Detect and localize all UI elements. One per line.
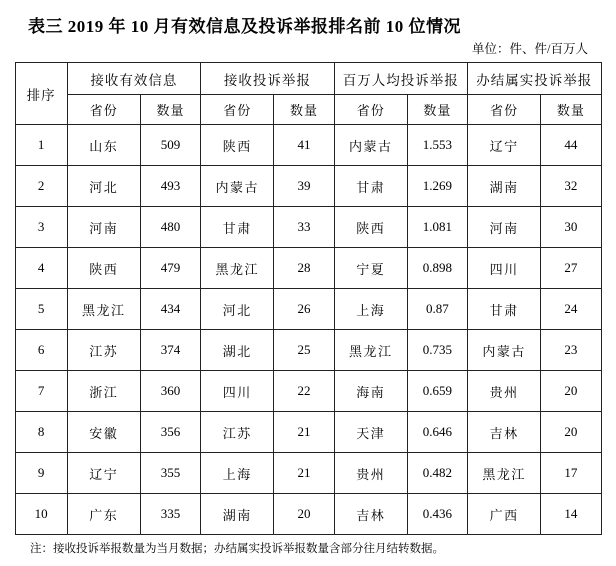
- table-row: [15, 289, 601, 330]
- cell-g3-quantity: 0.436: [407, 494, 467, 535]
- cell-g3-quantity: 0.735: [407, 330, 467, 371]
- table-row: [15, 453, 601, 494]
- cell-g4-quantity: 23: [541, 330, 601, 371]
- cell-g4-quantity: 44: [541, 125, 601, 166]
- column-header-g3-quantity: 数量: [407, 95, 467, 125]
- cell-rank: 10: [15, 494, 67, 535]
- cell-g4-province: 河南: [468, 207, 541, 248]
- cell-g3-province: 甘肃: [334, 166, 407, 207]
- cell-g2-province: 江苏: [201, 412, 274, 453]
- cell-g1-quantity: 480: [140, 207, 200, 248]
- column-header-g4-quantity: 数量: [541, 95, 601, 125]
- column-group-settled-verified-complaints: 办结属实投诉举报: [468, 63, 601, 95]
- cell-g1-province: 陕西: [67, 248, 140, 289]
- cell-g1-quantity: 509: [140, 125, 200, 166]
- cell-g2-province: 上海: [201, 453, 274, 494]
- column-header-g3-province: 省份: [334, 95, 407, 125]
- cell-g1-province: 安徽: [67, 412, 140, 453]
- table-row: [15, 207, 601, 248]
- cell-g3-province: 贵州: [334, 453, 407, 494]
- cell-g2-quantity: 33: [274, 207, 334, 248]
- cell-g3-quantity: 0.482: [407, 453, 467, 494]
- column-header-g2-quantity: 数量: [274, 95, 334, 125]
- cell-g3-quantity: 1.081: [407, 207, 467, 248]
- cell-g2-quantity: 21: [274, 453, 334, 494]
- cell-g2-province: 内蒙古: [201, 166, 274, 207]
- cell-g1-province: 辽宁: [67, 453, 140, 494]
- cell-g4-quantity: 20: [541, 371, 601, 412]
- cell-g1-province: 浙江: [67, 371, 140, 412]
- table-row: [15, 330, 601, 371]
- column-header-g1-province: 省份: [67, 95, 140, 125]
- cell-g1-province: 河北: [67, 166, 140, 207]
- table-row: [15, 371, 601, 412]
- table-row: [15, 494, 601, 535]
- cell-g4-province: 四川: [468, 248, 541, 289]
- cell-g2-province: 甘肃: [201, 207, 274, 248]
- cell-rank: 5: [15, 289, 67, 330]
- cell-g3-province: 陕西: [334, 207, 407, 248]
- cell-g4-province: 贵州: [468, 371, 541, 412]
- cell-g1-quantity: 374: [140, 330, 200, 371]
- cell-g4-quantity: 24: [541, 289, 601, 330]
- cell-g2-province: 河北: [201, 289, 274, 330]
- cell-rank: 9: [15, 453, 67, 494]
- column-header-g4-province: 省份: [468, 95, 541, 125]
- cell-g1-province: 山东: [67, 125, 140, 166]
- cell-g3-quantity: 0.87: [407, 289, 467, 330]
- ranking-table: [15, 62, 602, 535]
- cell-g3-province: 吉林: [334, 494, 407, 535]
- cell-g2-quantity: 39: [274, 166, 334, 207]
- cell-g1-quantity: 434: [140, 289, 200, 330]
- cell-g4-quantity: 14: [541, 494, 601, 535]
- cell-g1-quantity: 356: [140, 412, 200, 453]
- cell-g4-province: 湖南: [468, 166, 541, 207]
- cell-g4-quantity: 17: [541, 453, 601, 494]
- column-group-complaints-per-million: 百万人均投诉举报: [334, 63, 467, 95]
- cell-g1-quantity: 493: [140, 166, 200, 207]
- table-row: [15, 412, 601, 453]
- cell-g4-quantity: 20: [541, 412, 601, 453]
- table-row: [15, 125, 601, 166]
- cell-rank: 6: [15, 330, 67, 371]
- cell-g2-province: 黑龙江: [201, 248, 274, 289]
- cell-g2-quantity: 20: [274, 494, 334, 535]
- cell-rank: 4: [15, 248, 67, 289]
- cell-rank: 7: [15, 371, 67, 412]
- cell-g4-province: 辽宁: [468, 125, 541, 166]
- cell-g2-quantity: 26: [274, 289, 334, 330]
- cell-g3-province: 内蒙古: [334, 125, 407, 166]
- cell-g2-quantity: 21: [274, 412, 334, 453]
- table-footnote: 注：接收投诉举报数量为当月数据；办结属实投诉举报数量含部分往月结转数据。: [30, 543, 444, 555]
- cell-g3-quantity: 0.659: [407, 371, 467, 412]
- cell-g2-province: 湖北: [201, 330, 274, 371]
- column-header-g1-quantity: 数量: [140, 95, 200, 125]
- cell-g3-province: 上海: [334, 289, 407, 330]
- cell-g4-quantity: 32: [541, 166, 601, 207]
- cell-rank: 8: [15, 412, 67, 453]
- cell-g2-province: 四川: [201, 371, 274, 412]
- cell-g3-province: 天津: [334, 412, 407, 453]
- table-row: [15, 166, 601, 207]
- table-header-group-row: [15, 63, 601, 95]
- cell-g4-province: 黑龙江: [468, 453, 541, 494]
- column-header-rank: 排序: [15, 63, 67, 125]
- cell-g1-quantity: 335: [140, 494, 200, 535]
- cell-g1-province: 江苏: [67, 330, 140, 371]
- table-header-sub-row: [15, 95, 601, 125]
- cell-g1-quantity: 355: [140, 453, 200, 494]
- cell-rank: 3: [15, 207, 67, 248]
- cell-g2-province: 湖南: [201, 494, 274, 535]
- cell-g4-province: 甘肃: [468, 289, 541, 330]
- cell-g3-quantity: 0.898: [407, 248, 467, 289]
- cell-g3-province: 宁夏: [334, 248, 407, 289]
- cell-g3-province: 海南: [334, 371, 407, 412]
- table-header: [15, 63, 601, 125]
- cell-g1-quantity: 360: [140, 371, 200, 412]
- cell-g2-quantity: 41: [274, 125, 334, 166]
- cell-g4-province: 广西: [468, 494, 541, 535]
- cell-g1-quantity: 479: [140, 248, 200, 289]
- column-group-received-valid-info: 接收有效信息: [67, 63, 200, 95]
- page-title: 表三 2019 年 10 月有效信息及投诉举报排名前 10 位情况: [28, 17, 461, 36]
- cell-g4-quantity: 27: [541, 248, 601, 289]
- table-row: [15, 248, 601, 289]
- table-body: [15, 125, 601, 535]
- cell-g2-quantity: 28: [274, 248, 334, 289]
- cell-g2-quantity: 25: [274, 330, 334, 371]
- cell-g3-quantity: 0.646: [407, 412, 467, 453]
- cell-g1-province: 河南: [67, 207, 140, 248]
- cell-rank: 2: [15, 166, 67, 207]
- unit-note: 单位：件、件/百万人: [472, 42, 588, 56]
- cell-g1-province: 黑龙江: [67, 289, 140, 330]
- cell-rank: 1: [15, 125, 67, 166]
- cell-g3-quantity: 1.553: [407, 125, 467, 166]
- cell-g2-province: 陕西: [201, 125, 274, 166]
- cell-g4-quantity: 30: [541, 207, 601, 248]
- column-header-g2-province: 省份: [201, 95, 274, 125]
- cell-g3-province: 黑龙江: [334, 330, 407, 371]
- cell-g1-province: 广东: [67, 494, 140, 535]
- cell-g4-province: 内蒙古: [468, 330, 541, 371]
- cell-g3-quantity: 1.269: [407, 166, 467, 207]
- column-group-received-complaints: 接收投诉举报: [201, 63, 334, 95]
- cell-g2-quantity: 22: [274, 371, 334, 412]
- cell-g4-province: 吉林: [468, 412, 541, 453]
